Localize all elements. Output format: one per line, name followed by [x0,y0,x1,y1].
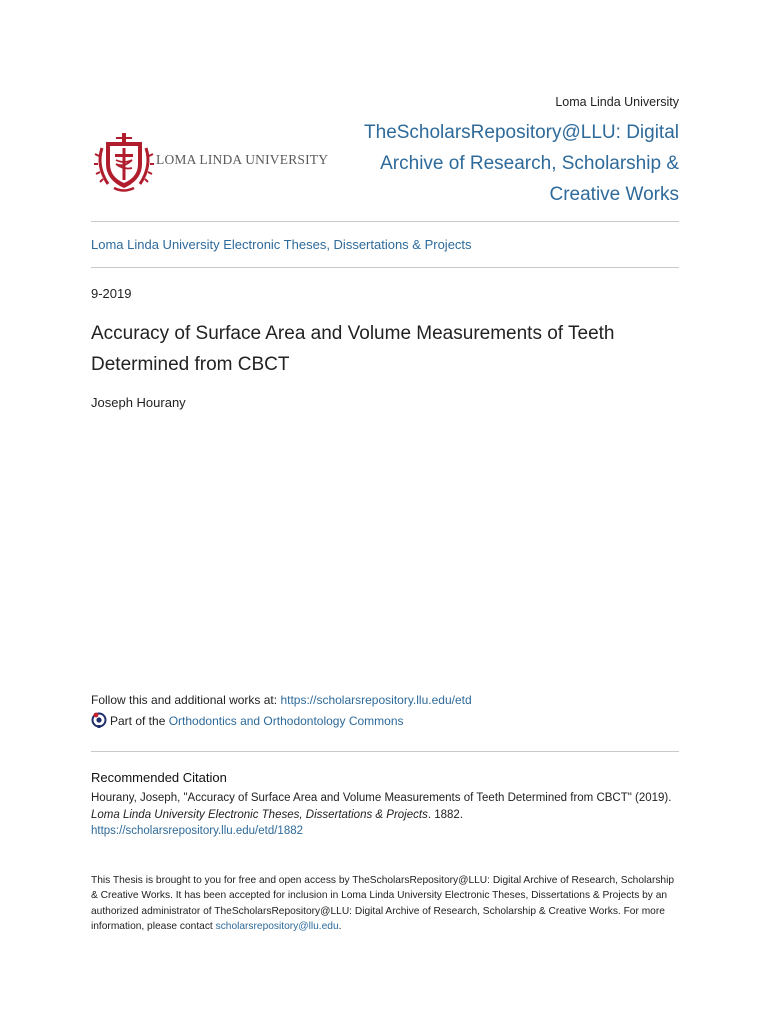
divider [91,267,679,268]
collection-link[interactable]: Loma Linda University Electronic Theses, Dissertations & Projects [91,237,472,252]
divider [91,221,679,222]
author-name: Joseph Hourany [91,395,186,410]
contact-email-link[interactable]: scholarsrepository@llu.edu [215,920,339,932]
university-name: Loma Linda University [555,95,679,109]
part-of-prefix: Part of the [110,714,169,729]
citation-link[interactable]: https://scholarsrepository.llu.edu/etd/1882 [91,825,304,837]
university-logo [94,130,330,194]
citation-body [91,790,683,840]
repository-title [319,117,679,210]
citation-text: Hourany, Joseph, "Accuracy of Surface Area and Volume Measurements of Teeth Determined from CBCT" (2019). [91,792,672,804]
notice-text: This Thesis is brought to you for free and open access by TheScholarsRepository@LLU: Digital Archive of Research, Scholarship & Creative Works. It has been accepted for inclusion in Loma Linda University Electronic Theses, Dissertations & Projects by an authorized administrator of TheScholarsRepository@LLU: Digital Archive of Research, Scholarship & Creative Works. For more information, please contact [91,875,675,932]
network-icon [91,712,107,728]
access-notice [91,873,683,934]
crest-icon [94,130,154,194]
follow-prefix: Follow this and additional works at: [91,693,281,707]
notice-end: . [338,920,342,932]
follow-link[interactable]: https://scholarsrepository.llu.edu/etd [280,693,472,707]
commons-link[interactable]: Orthodontics and Orthodontology Commons [168,714,404,729]
publication-date: 9-2019 [91,286,132,301]
divider [91,751,679,752]
logo-wordmark: LOMA LINDA UNIVERSITY [156,152,329,167]
part-of-line [91,714,404,730]
citation-number: . 1882. [427,808,464,821]
citation-series: Loma Linda University Electronic Theses, Dissertations & Projects [91,808,428,821]
follow-line [91,693,472,707]
document-title: Accuracy of Surface Area and Volume Measurements of Teeth Determined from CBCT [91,323,615,375]
repository-link[interactable]: TheScholarsRepository@LLU: Digital Archive of Research, Scholarship & Creative Works [364,122,679,205]
citation-heading: Recommended Citation [91,770,227,785]
